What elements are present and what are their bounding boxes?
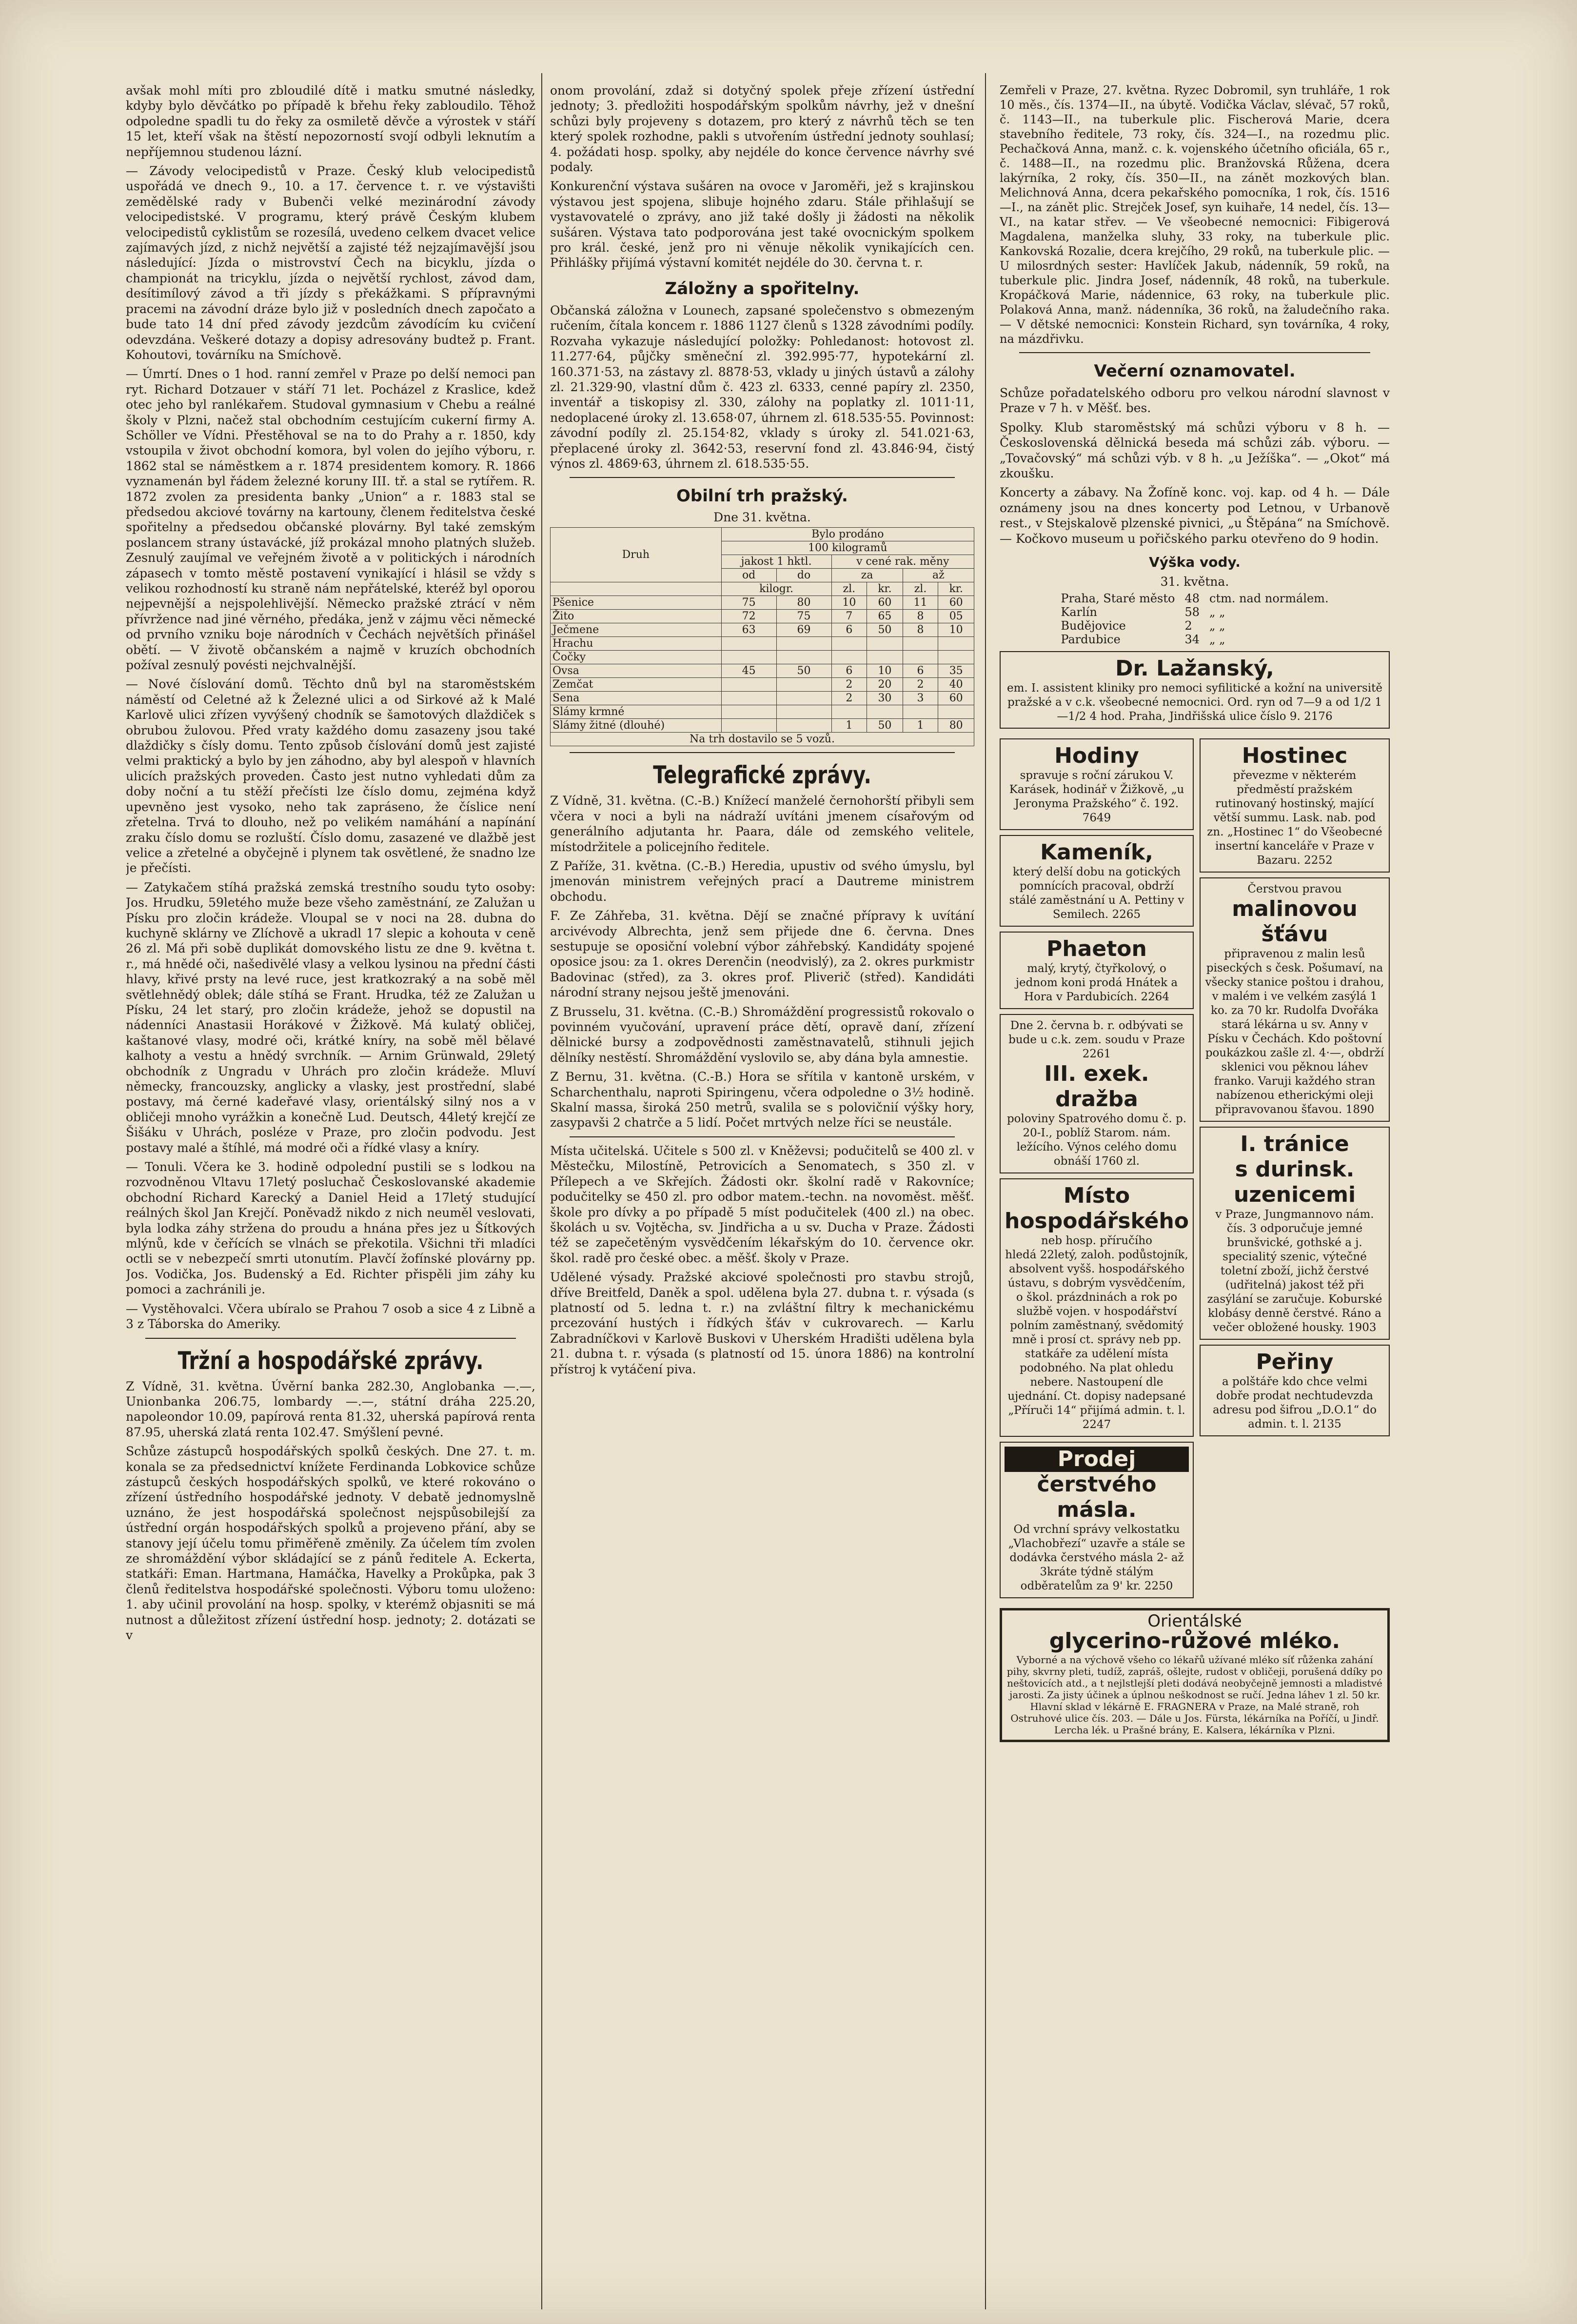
ad-lazansky bbox=[1000, 651, 1390, 729]
ad-phaeton-title: Phaeton bbox=[1046, 936, 1147, 962]
grain-cell-p3 bbox=[903, 651, 938, 664]
grain-cell-p4: 40 bbox=[938, 678, 974, 692]
ad-glycerine-text: Vyborné a na výchově všeho co lékařů užívané mléko síť růženka zahání pihy, skvrny pleti, tudíž, zapráš, ošlejte, rudost v obličeji, porušená ddíky po neštovicích atd., a t nejlstlejší pleti dodává neobyčejně jemnosti a mladistvé jarosti. Za jisty účinek a úplnou neškodnost se ručí. Jedna láhev 1 zl. 50 kr. bbox=[1006, 1654, 1383, 1701]
col-header-do: do bbox=[776, 569, 831, 582]
water-unit: „ „ bbox=[1209, 605, 1225, 619]
ad-butter-text: Od vrchní správy velkostatku „Vlachobřezí“ uzavře a stále se dodávka čerstvého másla 2- až 3kráte týdně stálým odběratelům za 9' kr. 2250 bbox=[1008, 1523, 1185, 1593]
grain-cell-p4 bbox=[938, 705, 974, 719]
ad-position-title2: hospodářského bbox=[1005, 1209, 1189, 1234]
ad-glycerine-top: Orientálské bbox=[1147, 1611, 1242, 1631]
col-header-kg: kilogr. bbox=[721, 582, 831, 596]
section-divider bbox=[570, 752, 955, 753]
col-header-od: od bbox=[721, 569, 776, 582]
ad-auction-intro: Dne 2. června b. r. odbývati se bude u c.k. zem. soudu v Praze 2261 bbox=[1008, 1019, 1185, 1061]
grain-cell-p1 bbox=[831, 705, 867, 719]
telegraph-paris: Z Paříže, 31. května. (C.-B.) Heredia, upustiv od svého úmyslu, byl jmenován ministrem veřejných prací a Dautreme ministrem obchodu. bbox=[550, 858, 974, 904]
ad-butter bbox=[1000, 1442, 1194, 1598]
grain-cell-do bbox=[776, 705, 831, 719]
grain-cell-od bbox=[721, 705, 776, 719]
grain-cell-p1: 7 bbox=[831, 610, 867, 623]
ad-lazansky-text: em. I. assistent kliniky pro nemoci syfilitické a kožní na universitě pražské a v c.k. všeobecné nemocnici. Ord. ryn od 7—9 a od 1/2 1—1/2 4 hod. Praha, Jindřišská ulice číslo 9. 2176 bbox=[1006, 682, 1383, 723]
grain-table-row bbox=[551, 664, 974, 678]
grain-cell-p2: 65 bbox=[867, 610, 903, 623]
section-heading-water: Výška vody. bbox=[1149, 554, 1241, 571]
grain-cell-p1: 6 bbox=[831, 664, 867, 678]
article-lost-child: avšak mohl míti pro zbloudilé dítě i matku smutné následky, kdyby bylo děvčátko po případě k břehu řeky zabloudilo. Těhož odpoledne spadli tu do řeky za osmiletě děvče a výrostek v stáří 15 let, kteří však na štěstí nepozorností svojí odbyli leknutím a nepříjemnou studenou lázní. bbox=[126, 83, 535, 159]
ad-bedding bbox=[1200, 1345, 1390, 1436]
water-level-table bbox=[1056, 592, 1333, 646]
grain-cell-do: 80 bbox=[776, 596, 831, 610]
ad-kamenik bbox=[1000, 835, 1194, 927]
grain-cell-p1: 2 bbox=[831, 678, 867, 692]
ad-position-text: hledá 22letý, zaloh. podůstojník, absolvent vyšš. hospodářského ústavu, s dobrým vysvědčením, o škol. prázdninách a rok po službě vojen. v hospodářství polním zaměstnaný, svědomitý mně i prosí ct. správy neb pp. statkáře za udělení místa podobného. Na plat ohledu nebere. Nastoupení dle ujednání. Ct. dopisy nadepsané „Příruči 14“ přijímá admin. t. l. 2247 bbox=[1005, 1249, 1188, 1431]
col-header-zl2: zl. bbox=[903, 582, 938, 596]
grain-cell-od bbox=[721, 651, 776, 664]
ad-glycerine-title: glycerino-růžové mléko. bbox=[1049, 1629, 1340, 1654]
water-unit: ctm. nad normálem. bbox=[1209, 592, 1329, 606]
grain-cell-p4: 35 bbox=[938, 664, 974, 678]
grain-cell-do bbox=[776, 719, 831, 733]
grain-cell-p2 bbox=[867, 651, 903, 664]
section-divider bbox=[570, 477, 955, 478]
grain-cell-od bbox=[721, 678, 776, 692]
ad-sausages bbox=[1200, 1127, 1390, 1340]
grain-cell-name: Čočky bbox=[551, 651, 722, 664]
section-heading-telegraph: Telegrafické zprávy. bbox=[653, 761, 871, 790]
article-emigrants: — Vystěhovalci. Včera ubíralo se Prahou 7 osob a sice 4 z Libně a 3 z Táborska do Ameriky. bbox=[126, 1301, 535, 1331]
grain-cell-name: Sena bbox=[551, 692, 722, 705]
ad-auction bbox=[1000, 1014, 1194, 1173]
ad-kamenik-title: Kameník, bbox=[1040, 840, 1153, 865]
grain-cell-od: 63 bbox=[721, 623, 776, 637]
grain-cell-name: Hrachu bbox=[551, 637, 722, 651]
grain-cell-do bbox=[776, 678, 831, 692]
article-arrest-warrant: — Zatykačem stíhá pražská zemská trestního soudu tyto osoby: Jos. Hrudku, 59letého muže beze všeho zaměstnání, ze Zalužan u Písku pro zločin krádeže. Vloupal se v noci na 28. dubna do kuchyně sklárny ve Zlíchově a ukradl 17 slepic a kohouta v ceně 26 zl. Má při sobě duplikát domovského listu ze dne 9. května t. r., má hnědé oči, našedivělé vlasy a velkou lysinou na přední části hlavy, křivé prsty na levé ruce, jest kratkozraký a na sobě měl světlehnědý oblek; dále stíhá se Frant. Hrudka, též ze Zalužan u Písku, 24 let starý, pro zločin krádeže, jehož se dopustil na nádenníci Anastasii Horákové v Žižkově. Má kulatý obličej, kaštanové vlasy, modré oči, krátké kníry, na sobě měl bělavé kalhoty a vestu a hnědý svrchník. — Arnim Grünwald, 29letý obchodník z Ungradu v Uhrách pro zločin krádeže. Mluví německy, francouzsky, anglicky a vlasky, jest prostřední, slabé postavy, má černé kadeřavé vlasy, orientálský silný nos a v obličeji mnoho vyrážkin a konečně Lud. Deutsch, 44letý krejčí ze Šišáku v Uhrách, posléze v Praze, pro zločin podvodu. Jest postavy malé a štíhlé, má modré oči a řídké vlasy a kníry. bbox=[126, 880, 535, 1155]
article-teacher-posts: Místa učitelská. Učitele s 500 zl. v Kněževsi; podučitelů se 400 zl. v Městečku, Milostíně, Petrovicích a Senomatech, s 350 zl. v Přílepech a ve Skřejích. Žádosti okr. školní radě v Rakovníce; podučitelky se 450 zl. pro odbor matem.-techn. na novoměst. měšť. škole pro dívky a po případě 5 míst podučitelek (400 zl.) na obec. školách u sv. Vojtěcha, sv. Jindřicha a u sv. Ducha v Praze. Žádosti též se zapečetěným vysvědčením lékařským do 10. července okr. škol. radě pro české obec. a měšť. školy v Praze. bbox=[550, 1143, 974, 1265]
article-cycling-races: — Závody velocipedistů v Praze. Český klub velocipedistů uspořádá ve dnech 9., 10. a 17. července t. r. ve výstavišti zemědělské rady v Bubenči velké mezinárodní závody velocipedistské. V programu, který právě Českým klubem velocipedistů cyklistům se rozesílá, uvedeno celkem dvacet velice zajímavých jízd, z nichž největší a zajisté též nejzajímavější jsou následující: Jízda o mistrovství Čech na bicyklu, jízda o championát na tricyklu, jízda o největší rychlost, závod dam, desítimílový závod a tři jízdy s překážkami. S přípravnými pracemi na závodní dráze bylo již v posledních dnech započato a bude tato 14 dní před závody jezdcům závodícím ku cvičení odevzdána. Veškeré dotazy a dopisy adresovány budtež p. Frant. Kohoutovi, továrníku na Smíchově. bbox=[126, 164, 535, 362]
ad-hodiny bbox=[1000, 738, 1194, 830]
water-row bbox=[1056, 592, 1333, 605]
grain-cell-od bbox=[721, 692, 776, 705]
grain-cell-p3: 1 bbox=[903, 719, 938, 733]
grain-cell-p1 bbox=[831, 651, 867, 664]
grain-cell-p4: 60 bbox=[938, 596, 974, 610]
article-louny-savings: Občanská záložna v Lounech, zapsané společenstvo s obmezeným ručením, čítala koncem r. 1886 1127 členů s 1328 závodními podíly. Rozvaha vykazuje následující položky: Pohledanost: hotovost zl. 11.277·64, půjčky směneční zl. 392.995·77, hypotekární zl. 160.371·53, na zástavy zl. 8878·53, vklady u jiných ústavů a zálohy zl. 21.329·90, vlastní dům č. 423 zl. 6333, cenné papíry zl. 2350, inventář a tiskopisy zl. 330, zálohy na poplatky zl. 1011·11, nedoplacené úroky zl. 13.658·07, úhrnem zl. 618.535·55. Povinnost: závodní podíly zl. 25.154·82, vklady s úroky zl. 541.021·63, přeplacené úroky zl. 3642·53, reservní fond zl. 43.846·94, čistý výnos zl. 4869·63, úhrnem zl. 618.535·55. bbox=[550, 303, 974, 471]
ad-sausages-text: v Praze, Jungmannovo nám. čís. 3 odporučuje jemné brunšvické, gothské a j. specialitý szenic, výtečné toletní zboží, jichž čerstvé (udřitelná) jakost též při zasýlání se zaručuje. Koburské klobásy denně čerstvé. Ráno a večer obložené housky. 1903 bbox=[1207, 1208, 1382, 1334]
grain-table-footer: Na trh dostavilo se 5 vozů. bbox=[551, 733, 974, 746]
grain-cell-do: 69 bbox=[776, 623, 831, 637]
grain-cell-p2: 50 bbox=[867, 719, 903, 733]
ad-sausages-sub: s durinsk. uzenicemi bbox=[1233, 1157, 1356, 1208]
grain-cell-name: Pšenice bbox=[551, 596, 722, 610]
water-unit: „ „ bbox=[1209, 633, 1225, 647]
grain-cell-od: 45 bbox=[721, 664, 776, 678]
grain-cell-name: Slámy žitné (dlouhé) bbox=[551, 719, 722, 733]
water-place: Karlín bbox=[1061, 605, 1097, 619]
telegraph-bern: Z Bernu, 31. května. (C.-B.) Hora se sřítila v kantoně urském, v Scharchenthalu, naproti Spiringenu, včera odpoledne o 3½ hodině. Skalní massa, široká 250 metrů, svalila se s polovičnií výšky hory, zasypavši 2 chatrče a 5 lidí. Počet mrtvých nelze říci se neustále. bbox=[550, 1070, 974, 1130]
grain-cell-p1: 2 bbox=[831, 692, 867, 705]
ad-auction-text: poloviny Spatrového domu č. p. 20-I., poblíž Starom. nám. ležícího. Výnos celého domu obnáší 1760 zl. bbox=[1006, 1112, 1187, 1168]
col-header-az: až bbox=[903, 569, 974, 582]
grain-cell-p2 bbox=[867, 705, 903, 719]
grain-cell-name: Ovsa bbox=[551, 664, 722, 678]
grain-cell-od bbox=[721, 719, 776, 733]
grain-table-row bbox=[551, 692, 974, 705]
grain-cell-p3: 11 bbox=[903, 596, 938, 610]
grain-table-row bbox=[551, 623, 974, 637]
article-patents: Udělené výsady. Pražské akciové společnosti pro stavbu strojů, dříve Breitfeld, Daněk a spol. udělena byla 27. dubna t. r. výsada (s platností od 5. ledna t. r.) na zvláštní filtry k mechanickému prcezování hustých i řídkých šťáv v cukrovarech. — Karlu Zabradníčkovi v Karlově Buskovi v Uherském Hradišti udělena byla 21. dubna t. r. výsada (s platností od 15. února 1886) na kontrolní přístroj k vytáčení piva. bbox=[550, 1270, 974, 1376]
grain-cell-name: Slámy krmné bbox=[551, 705, 722, 719]
article-drowning: — Tonuli. Včera ke 3. hodině odpolední pustili se s lodkou na rozvodněnou Vltavu 17letý posluchač Českoslovanské akademie obchodní Richard Karecký a Daniel Heid a 17letý studující reálných škol Jan Krejčí. Poněvadž nikdo z nich neuměl veslovati, byla lodka záhy stržena do proudu a hnána přes jez u Šítkových mlýnů, kde v čeřících se vlnách se překotila. Všichni tři mladíci octli se v nebezpečí smrti utonutím. Plavčí žofínské plovárny pp. Jos. Vodička, Jos. Budenský a Ed. Richter přispěli jim záhy ku pomoci a zachránili je. bbox=[126, 1160, 535, 1297]
ad-glycerine-depot: Hlavní sklad v lékárně E. FRAGNERA v Praze, na Malé straně, roh Ostruhové ulice čís. 203. — Dále u Jos. Fürsta, lékárníka na Poříčí, u Jindř. Lercha lék. u Prašné brány, E. Kalsera, lékárníka v Plzni. bbox=[1010, 1701, 1379, 1736]
grain-cell-name: Zemčat bbox=[551, 678, 722, 692]
col-header-unit: 100 kilogramů bbox=[721, 541, 974, 555]
water-date: 31. května. bbox=[1160, 575, 1229, 589]
evening-concerts: Koncerty a zábavy. Na Žofíně konc. voj. kap. od 4 h. — Dále oznámeny jsou na dnes koncerty pod Letnou, v Urbanově rest., v Stejskalově plzenské pivnici, „u Štěpána“ na Smíchově. — Kočkovo museum u pořičského parku otevřeno do 9 hodin. bbox=[1000, 485, 1390, 546]
article-farmers-meeting: Schůze zástupců hospodářských spolků českých. Dne 27. t. m. konala se za předsednictví knížete Ferdinanda Lobkovice schůze zástupců českých hospodářských spolků, ve které rokováno o zřízení ústředního hospodářské jednoty. V debatě jednomyslně uznáno, že jest hospodářská společnost nejspůsobilejší za ústřední orgán hospodářských spolků a projeveno přání, aby se stanovy její účelu tomu přiměřeně změnily. Za účelem tím zvolen ze shromáždění výbor skládající se z pánů ředitele A. Eckerta, statkáři: Eman. Hartmana, Hamáčka, Havelky a Prokůpka, pak 3 členů ředitelstva hospodářské společnosti. Výboru tomu uloženo: 1. aby učinil provolání na hosp. spolky, v kterémž objasniti se má nutnost a důležitost zřízení ústřední hosp. jednoty; 2. dotázati se v bbox=[126, 1444, 535, 1642]
ad-hodiny-text: spravuje s roční zárukou V. Karásek, hodinář v Žižkově, „u Jeronyma Pražského“ č. 192. 7649 bbox=[1009, 769, 1184, 825]
telegraph-vienna: Z Vídně, 31. května. (C.-B.) Knížecí manželé černohorští přibyli sem včera v noci a byli na nádraží uvítáni jmenem císařovým od generálního adjutanta hr. Paara, dále od zemského velitele, místodržitele a policejního ředitele. bbox=[550, 794, 974, 854]
grain-cell-do: 75 bbox=[776, 610, 831, 623]
ad-glycerine-milk bbox=[1000, 1608, 1390, 1742]
ad-butter-prodej: Prodej bbox=[1005, 1447, 1189, 1472]
water-place: Pardubice bbox=[1061, 633, 1121, 647]
grain-cell-p2: 60 bbox=[867, 596, 903, 610]
column-rule bbox=[985, 73, 986, 2309]
water-row bbox=[1056, 633, 1333, 646]
grain-cell-p4: 80 bbox=[938, 719, 974, 733]
grain-cell-name: Žito bbox=[551, 610, 722, 623]
grain-market-table bbox=[550, 527, 974, 746]
water-row bbox=[1056, 605, 1333, 619]
col-header-zl: zl. bbox=[831, 582, 867, 596]
water-place: Praha, Staré město bbox=[1061, 592, 1175, 606]
ad-raspberry-text: připravenou z malin lesů piseckých s česk. Pošumaví, na všecky stanice poštou i drahou, v malém i ve velkém zasýlá 1 ko. za 70 kr. Rudolfa Dvořáka stará lékárna u sv. Anny v Písku v Čechách. Kdo poštovní poukázkou zašle zl. 4·—, obdrží sklenici vou pěknou láhev franko. Varuji každého stran nabízenou etherickými oleji připravovanou šťavou. 1890 bbox=[1205, 948, 1384, 1116]
grain-date: Dne 31. května. bbox=[713, 510, 811, 525]
water-row bbox=[1056, 619, 1333, 633]
ad-butter-title: čerstvého másla. bbox=[1037, 1472, 1157, 1523]
grain-cell-p2: 10 bbox=[867, 664, 903, 678]
grain-cell-p4: 05 bbox=[938, 610, 974, 623]
water-place: Budějovice bbox=[1061, 619, 1126, 633]
water-val: 34 bbox=[1184, 633, 1200, 647]
grain-cell-do bbox=[776, 692, 831, 705]
section-divider bbox=[145, 1338, 516, 1339]
water-unit: „ „ bbox=[1209, 619, 1225, 633]
grain-table-row bbox=[551, 610, 974, 623]
column-1 bbox=[126, 83, 535, 2307]
col-header-quality: jakost 1 hktl. bbox=[721, 555, 831, 569]
ad-position-title: Místo bbox=[1063, 1183, 1130, 1209]
ad-bedding-text: a polštáře kdo chce velmi dobře prodat nechtudevzda adresu pod šifrou „D.O.1“ do admin. t. l. 2135 bbox=[1212, 1375, 1377, 1431]
grain-cell-do bbox=[776, 637, 831, 651]
section-heading-savings: Záložny a spořitelny. bbox=[665, 278, 860, 298]
article-farmers-meeting-cont: onom provolání, zdaž si dotyčný spolek přeje zřízení ústřední jednoty; 3. předložiti hospodářským spolkům návrhy, jež v dnešní schůzi byly projeveny s dotazem, pro který z návrhů těch se ten který spolek rozhodne, pakli s utvořením ústřední jednoty souhlasí; 4. požádati hosp. spolky, aby nejdéle do konce července návrhy své podaly. bbox=[550, 83, 974, 175]
ad-raspberry-top: Čerstvou pravou bbox=[1247, 883, 1342, 896]
ad-position bbox=[1000, 1178, 1194, 1437]
ad-hostinec bbox=[1200, 738, 1390, 873]
section-heading-market: Tržní a hospodářské zprávy. bbox=[177, 1346, 484, 1375]
section-divider bbox=[570, 1136, 955, 1137]
grain-cell-p2 bbox=[867, 637, 903, 651]
col-header-sold: Bylo prodáno bbox=[721, 528, 974, 541]
grain-table-body bbox=[551, 596, 974, 733]
grain-cell-od: 75 bbox=[721, 596, 776, 610]
water-val: 58 bbox=[1184, 605, 1200, 619]
article-deaths: Zemřeli v Praze, 27. května. Ryzec Dobromil, syn truhláře, 1 rok 10 měs., čís. 1374—II., na úbytě. Vodička Václav, slévač, 57 roků, č. 1143—II., na tuberkule plic. Fischerová Marie, dcera stavebního ředitele, 73 roky, čís. 324—I., na rozedmu plic. Pechačková Anna, manž. c. k. vojenského účetního oficiála, 65 r., č. 1488—II., na rozedmu plic. Branžovská Růžena, dcera lakýrníka, 2 roky, čís. 350—II., na zánět mozkových blan. Melichnová Anna, dcera pekařského pomocníka, 1 rok, čís. 1516—I., na zánět plic. Strejček Josef, syn kuihaře, 14 nedel, čís. 13—VI., na katar střev. — Ve všeobecné nemocnici: Fibigerová Magdalena, manželka sluhy, 33 roky, na tuberkule plic. Kankovská Rozalie, dcera krejčího, 29 roků, na tuberkule plic. — U milosrdných sester: Havlíček Jakub, nádenník, 59 roků, na tuberkule plic. Jindra Josef, nádenník, 48 roků, na tuberkule. Kropáčková Marie, nádennice, 63 roky, na tuberkule plic. Polaková Anna, manž. nádenníka, 36 roků, na žaludečního raka. — V dětské nemocnici: Konstein Richard, syn továrníka, 4 roky, na mázdřivku. bbox=[1000, 83, 1390, 346]
grain-cell-od bbox=[721, 637, 776, 651]
column-2 bbox=[550, 83, 974, 2307]
water-val: 48 bbox=[1184, 592, 1200, 606]
ad-hostinec-title: Hostinec bbox=[1242, 743, 1348, 769]
water-val: 2 bbox=[1184, 619, 1192, 633]
ad-raspberry bbox=[1200, 877, 1390, 1122]
grain-table-row bbox=[551, 596, 974, 610]
ad-raspberry-title: malinovou šťávu bbox=[1232, 896, 1358, 947]
telegraph-brussels: Z Brusselu, 31. května. (C.-B.) Shromáždění progressistů rokovalo o povinném vyučování, upravení práce dětí, opravě daní, zřízení dělnické bursy a zodpovědnosti zaměstnavatelů, stihnuli jejich dělníky nestěstí. Shromáždění vyslovilo se, aby dána byla amnestie. bbox=[550, 1004, 974, 1065]
column-rule bbox=[541, 73, 542, 2309]
ad-phaeton-text: malý, krytý, čtyřkolový, o jednom koni prodá Hnátek a Hora v Pardubicích. 2264 bbox=[1015, 962, 1178, 1004]
grain-cell-p3: 6 bbox=[903, 664, 938, 678]
ad-auction-title: III. exek. dražba bbox=[1044, 1061, 1149, 1112]
col-header-kr2: kr. bbox=[938, 582, 974, 596]
article-obituary: — Úmrtí. Dnes o 1 hod. ranní zemřel v Praze po delší nemoci pan ryt. Richard Dotzauer v stáří 71 let. Pocházel z Kraslice, kdež otec jeho byl ranlékařem. Studoval gymnasium v Chebu a reálné školy v Plzni, načež stal obchodním cestujícím cukerní firmy A. Schöller ve Vídni. Přestěhoval se na to do Prahy a r. 1850, kdy vstoupila v život obchodní komora, byl volen do jejího výboru, r. 1862 stal se náměstkem a r. 1874 presidentem komory. R. 1866 vyznamenán byl řádem železné koruny III. tř. a stal se rytířem. R. 1872 zvolen za presidenta banky „Union“ a r. 1883 stal se předsedou akciové továrny na kartouny, členem ředitelstva české spořitelny a předsedou občanské plovárny. Byl také zemským poslancem strany ústavácké, jíž prokázal mnoho platných služeb. Zesnulý zaujímal ve veřejném životě a v politických i národních zápasech v tomto městě postavení vynikající i hlásil se vždy s velikou rozhodností ku straně nám nepřátelské, kteréž byl oporou nejpevnější a nejspolehlivější. Německo pražské ztrácí v něm přívržence nad jiné věrného, předáka, jenž v zájmu věci německé od prvního vzniku boje národních v Čechách největších přinášel obětí. — V životě občanském a najmě v kruzích obchodních požíval zesnulý povésti nejchvalnější. bbox=[126, 367, 535, 673]
grain-table-row bbox=[551, 719, 974, 733]
section-heading-grain: Obilní trh pražský. bbox=[676, 486, 848, 506]
telegraph-zagreb: F. Ze Záhřeba, 31. května. Dějí se značné přípravy k uvítání arcivévody Albrechta, jenž sem přijede dne 6. června. Dnes sestupuje se oposiční volební výbor záhřebský. Kandidáty spojené oposice jsou: za 1. okres Derenčin (neodvislý), za 2. okres purkmistr Badovinac (střed), za 3. okres prof. Pliverič (střed). Kandidáti národní strany nejsou ještě jmenováni. bbox=[550, 909, 974, 1000]
article-house-numbering: — Nové číslování domů. Těchto dnů byl na staroměstském náměstí od Celetné až k Železné ulici a od Sirkové až k Malé Karlově ulici zřízen vyvýšený chodník se šamotových dlaždiček s obrubou žulovou. Před vraty každého domu zasazeny jsou také dlaždičky s čísly domu. Tento způsob číslování domů jest zajisté velmi praktický a bylo by jen záhodno, aby byl alespoň v hlavních ulicích pražských proveden. Často jest nutno vyhledati dům za doby noční a tu stěží přečísti lze číslo domu, zejména když upevněno jest vysoko, neho tak zapráseno, že číslice není zřetelna. Trvá to dlouho, než po velikém namáhání a napínání zraku číslo domu se rozluští. Číslo domu, zasazené ve dlažbě jest velice a zřetelné a obyčejně i plynem tak osvětlené, že snadno lze je přečísti. bbox=[126, 677, 535, 875]
grain-cell-name: Ječmene bbox=[551, 623, 722, 637]
ad-phaeton bbox=[1000, 932, 1194, 1009]
grain-cell-p2: 50 bbox=[867, 623, 903, 637]
ad-hostinec-text: převezme v některém předměstí pražském rutinovaný hostinský, mající větší summu. Lask. nab. pod zn. „Hostinec 1“ do Všeobecné insertní kanceláře v Praze v Bazaru. 2252 bbox=[1207, 769, 1382, 867]
grain-cell-p3: 8 bbox=[903, 610, 938, 623]
evening-clubs: Spolky. Klub staroměstský má schůzi výboru v 8 h. — Československá dělnická beseda má schůzi záb. výboru. — „Tovačovský“ má schůzi výb. v 8 h. „u Ježíška“. — „Okot“ má zkoušku. bbox=[1000, 420, 1390, 481]
grain-table-row bbox=[551, 637, 974, 651]
col-header-price: v cené rak. měny bbox=[831, 555, 974, 569]
grain-cell-p4 bbox=[938, 637, 974, 651]
grain-cell-p4: 10 bbox=[938, 623, 974, 637]
grain-cell-p3 bbox=[903, 637, 938, 651]
column-3 bbox=[1000, 83, 1390, 2307]
grain-cell-p1: 6 bbox=[831, 623, 867, 637]
grain-cell-od: 72 bbox=[721, 610, 776, 623]
evening-meeting: Schůze pořadatelského odboru pro velkou národní slavnost v Praze v 7 h. v Měšť. bes. bbox=[1000, 386, 1390, 416]
ad-position-title3: neb hosp. příručího bbox=[1041, 1234, 1153, 1248]
grain-table-row bbox=[551, 651, 974, 664]
grain-cell-p3 bbox=[903, 705, 938, 719]
article-fruit-dryers: Konkurenční výstava sušáren na ovoce v Jaroměři, jež s krajinskou výstavou jest spojena, slibuje hojného zdaru. Stále přihlašují se vystavovatelé o zprávy, ano již také došly ji žádosti na několik sušáren. Výstava tato podporována jest také ovocnickým spolkem pro král. české, jenž pro ni věnuje několik vynikajících cen. Přihlášky přijímá výstavní komitét nejdéle do 30. června t. r. bbox=[550, 179, 974, 270]
col-header-kind: Druh bbox=[551, 528, 722, 582]
grain-cell-p4 bbox=[938, 651, 974, 664]
article-vienna-exchange: Z Vídně, 31. května. Úvěrní banka 282.30, Anglobanka —.—, Unionbanka 206.75, lombardy —.—, státní dráha 225.20, napoleondor 10.09, papírová renta 81.32, uherská papírová renta 87.95, uherská zlatá renta 102.47. Smýšlení pevné. bbox=[126, 1379, 535, 1439]
section-heading-evening: Večerní oznamovatel. bbox=[1094, 361, 1296, 381]
grain-cell-p2: 20 bbox=[867, 678, 903, 692]
col-header-za: za bbox=[831, 569, 903, 582]
grain-cell-do: 50 bbox=[776, 664, 831, 678]
grain-cell-do bbox=[776, 651, 831, 664]
ad-hodiny-title: Hodiny bbox=[1054, 743, 1139, 769]
ad-bedding-title: Peřiny bbox=[1256, 1350, 1334, 1375]
grain-cell-p4: 60 bbox=[938, 692, 974, 705]
grain-table-row bbox=[551, 678, 974, 692]
section-divider bbox=[1019, 352, 1370, 353]
grain-cell-p3: 2 bbox=[903, 678, 938, 692]
col-header-kr: kr. bbox=[867, 582, 903, 596]
grain-cell-p1: 10 bbox=[831, 596, 867, 610]
grain-cell-p3: 3 bbox=[903, 692, 938, 705]
grain-cell-p3: 8 bbox=[903, 623, 938, 637]
ad-kamenik-text: který delší dobu na gotických pomnících pracoval, obdrží stálé zaměstnání u A. Pettiny v Semilech. 2265 bbox=[1009, 866, 1184, 921]
grain-cell-p1: 1 bbox=[831, 719, 867, 733]
grain-table-row bbox=[551, 705, 974, 719]
grain-cell-p1 bbox=[831, 637, 867, 651]
grain-cell-p2: 30 bbox=[867, 692, 903, 705]
ad-sausages-title: I. tránice bbox=[1240, 1132, 1349, 1157]
ad-lazansky-name: Dr. Lažanský, bbox=[1115, 656, 1274, 681]
